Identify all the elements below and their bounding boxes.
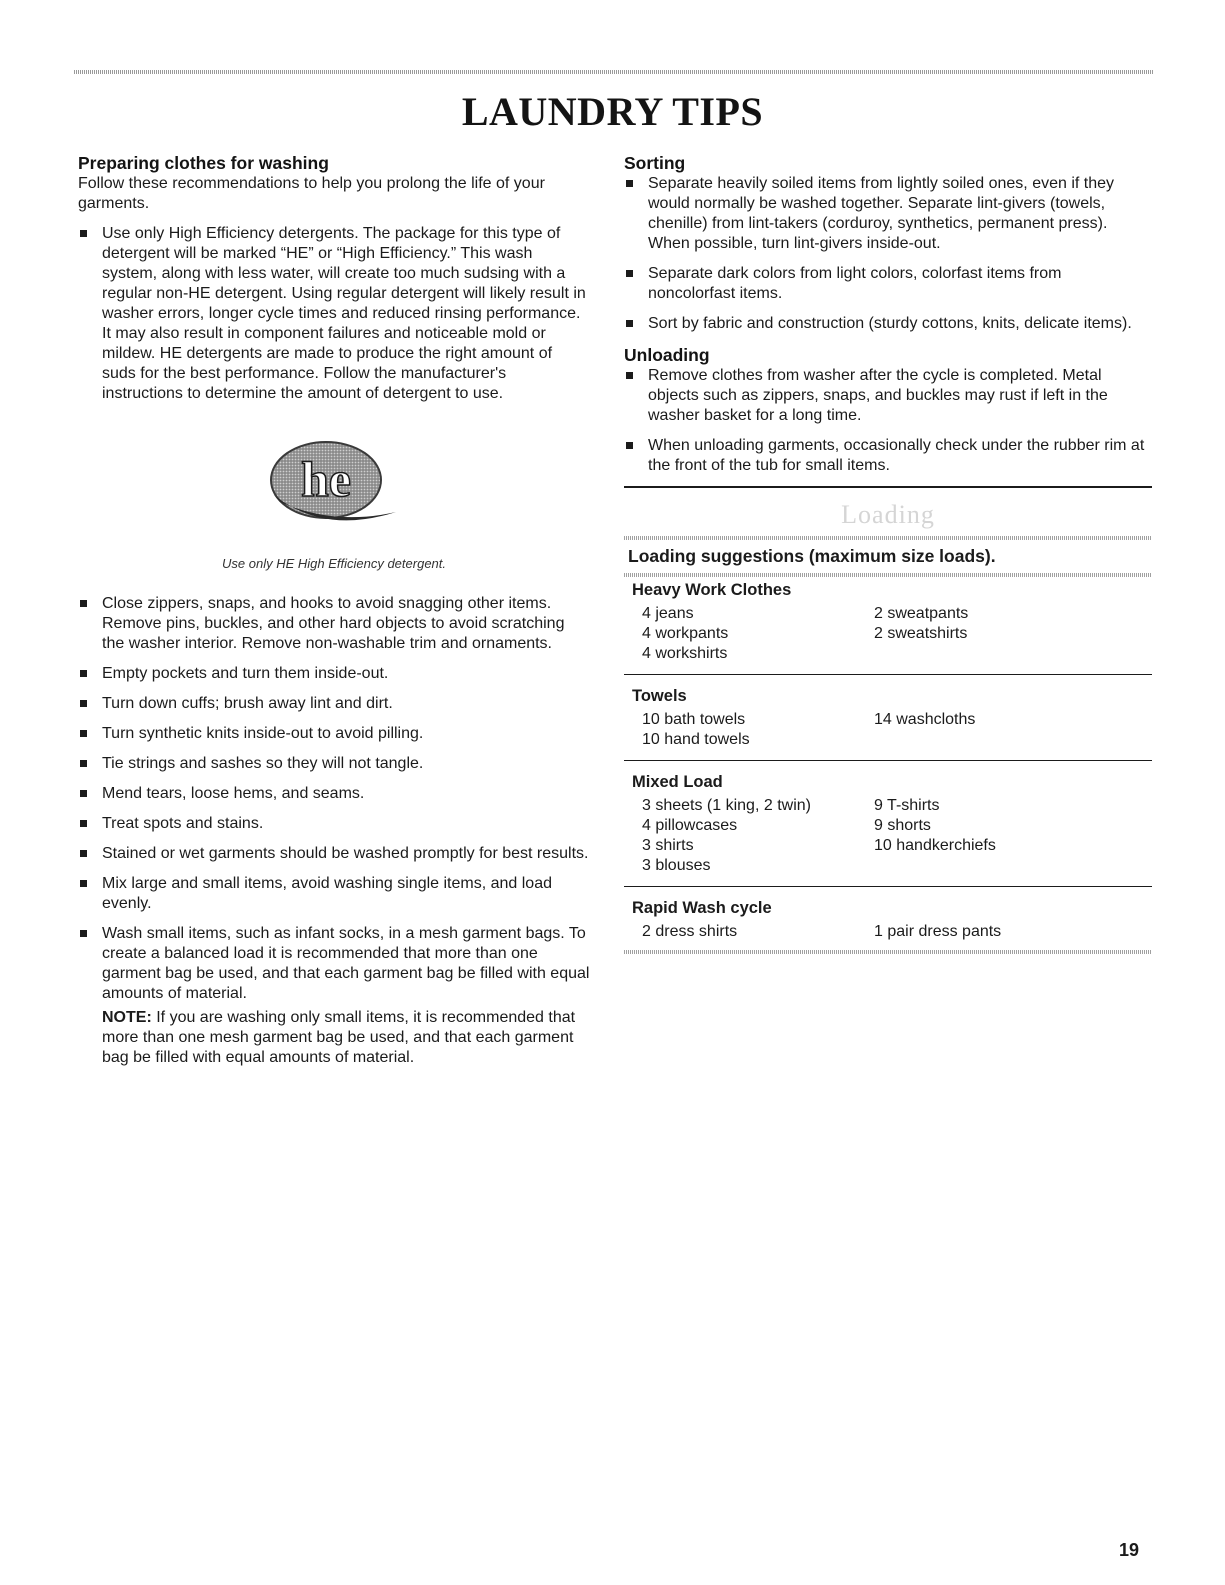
list-item: Stained or wet garments should be washed promptly for best results. [78, 844, 590, 864]
list-item: Close zippers, snaps, and hooks to avoid snagging other items. Remove pins, buckles, and other hard objects to avoid scratching the washer interior. Remove non-washable trim and ornaments. [78, 594, 590, 654]
unloading-bullet-list [624, 366, 1152, 476]
list-item: Turn synthetic knits inside-out to avoid pilling. [78, 724, 590, 744]
load-item [864, 856, 1152, 876]
load-items [632, 604, 1152, 664]
load-group-mixed [624, 769, 1152, 880]
list-item: Tie strings and sashes so they will not tangle. [78, 754, 590, 774]
load-item: 10 handkerchiefs [874, 837, 996, 854]
section-divider [624, 486, 1152, 488]
top-dotted-rule [74, 70, 1154, 74]
list-item: Sort by fabric and construction (sturdy cottons, knits, delicate items). [624, 314, 1152, 334]
left-column [78, 152, 590, 1068]
list-item: Mend tears, loose hems, and seams. [78, 784, 590, 804]
load-items [632, 796, 1152, 876]
sorting-bullet-list [624, 174, 1152, 334]
loading-bottom-dotted-rule [624, 950, 1152, 954]
load-item: 2 sweatshirts [874, 625, 968, 642]
load-item: 9 T-shirts [874, 797, 940, 814]
load-item: 3 blouses [642, 857, 711, 874]
preparing-intro: Follow these recommendations to help you prolong the life of your garments. [78, 175, 545, 212]
he-detergent-bullet: Use only High Efficiency detergents. The package for this type of detergent will be marked “HE” or “High Efficiency.” This wash system, along with less water, will create too much sudsing with a regular non-HE detergent. Using regular detergent will likely result in washer errors, longer cycle times and reduced rinsing performance. It may also result in component failures and noticeable mold or mildew. HE detergents are made to produce the right amount of suds for the best performance. Follow the manufacturer's instructions to determine the amount of detergent to use. [78, 224, 590, 404]
note-text: If you are washing only small items, it is recommended that more than one mesh garment bag be used, and that each garment bag be filled with equal amounts of material. [102, 1009, 576, 1066]
note-paragraph [78, 1008, 590, 1068]
load-group-rapid-wash [624, 895, 1152, 946]
load-item: 3 sheets (1 king, 2 twin) [642, 797, 811, 814]
group-divider [624, 886, 1152, 887]
load-item: 2 dress shirts [642, 923, 738, 940]
load-items [632, 922, 1152, 942]
load-item: 3 shirts [642, 837, 694, 854]
load-item: 4 pillowcases [642, 817, 738, 834]
load-item: 14 washcloths [874, 711, 976, 728]
page-title: LAUNDRY TIPS [461, 89, 764, 134]
load-group-towels [624, 683, 1152, 754]
load-group-title: Mixed Load [632, 773, 723, 791]
he-bullet-list [78, 224, 590, 404]
load-items [632, 710, 1152, 750]
load-item: 4 workpants [642, 625, 729, 642]
list-item: Turn down cuffs; brush away lint and dirt. [78, 694, 590, 714]
list-item: When unloading garments, occasionally check under the rubber rim at the front of the tub for small items. [624, 436, 1152, 476]
unloading-heading: Unloading [624, 345, 710, 365]
right-column [624, 152, 1152, 954]
he-logo-caption: Use only HE High Efficiency detergent. [222, 556, 446, 571]
load-group-heavy-work [624, 577, 1152, 668]
preparing-bullet-list [78, 594, 590, 1004]
loading-suggestions-heading: Loading suggestions (maximum size loads). [628, 546, 996, 566]
load-group-title: Towels [632, 687, 687, 705]
load-item: 4 jeans [642, 605, 694, 622]
load-item: 10 hand towels [642, 731, 750, 748]
list-item: Remove clothes from washer after the cycle is completed. Metal objects such as zippers, snaps, and buckles may rust if left in the washer basket for a long time. [624, 366, 1152, 426]
load-group-title: Heavy Work Clothes [632, 581, 792, 599]
list-item: Separate dark colors from light colors, colorfast items from noncolorfast items. [624, 264, 1152, 304]
list-item: Separate heavily soiled items from lightly soiled ones, even if they would normally be washed together. Separate lint-givers (towels, chenille) from lint-takers (corduroy, synthetics, permanent press). When possible, turn lint-givers inside-out. [624, 174, 1152, 254]
list-item: Mix large and small items, avoid washing single items, and load evenly. [78, 874, 590, 914]
page-number: 19 [1118, 1540, 1139, 1560]
sorting-heading: Sorting [624, 153, 686, 173]
load-item [864, 644, 1152, 664]
note-label: NOTE: [102, 1009, 152, 1026]
list-item: Wash small items, such as infant socks, in a mesh garment bags. To create a balanced load it is recommended that more than one garment bag be used, and that each garment bag be filled with equal amounts of material. [78, 924, 590, 1004]
preparing-heading: Preparing clothes for washing [78, 153, 329, 173]
group-divider [624, 760, 1152, 761]
he-logo-text: he [301, 451, 351, 507]
load-item: 10 bath towels [642, 711, 746, 728]
load-item: 2 sweatpants [874, 605, 969, 622]
load-item: 1 pair dress pants [874, 923, 1002, 940]
list-item: Empty pockets and turn them inside-out. [78, 664, 590, 684]
load-item: 9 shorts [874, 817, 931, 834]
load-item: 4 workshirts [642, 645, 728, 662]
he-logo-icon [264, 440, 404, 530]
loading-section-title: Loading [841, 500, 935, 529]
group-divider [624, 674, 1152, 675]
load-item [864, 730, 1152, 750]
load-group-title: Rapid Wash cycle [632, 899, 772, 917]
list-item: Treat spots and stains. [78, 814, 590, 834]
